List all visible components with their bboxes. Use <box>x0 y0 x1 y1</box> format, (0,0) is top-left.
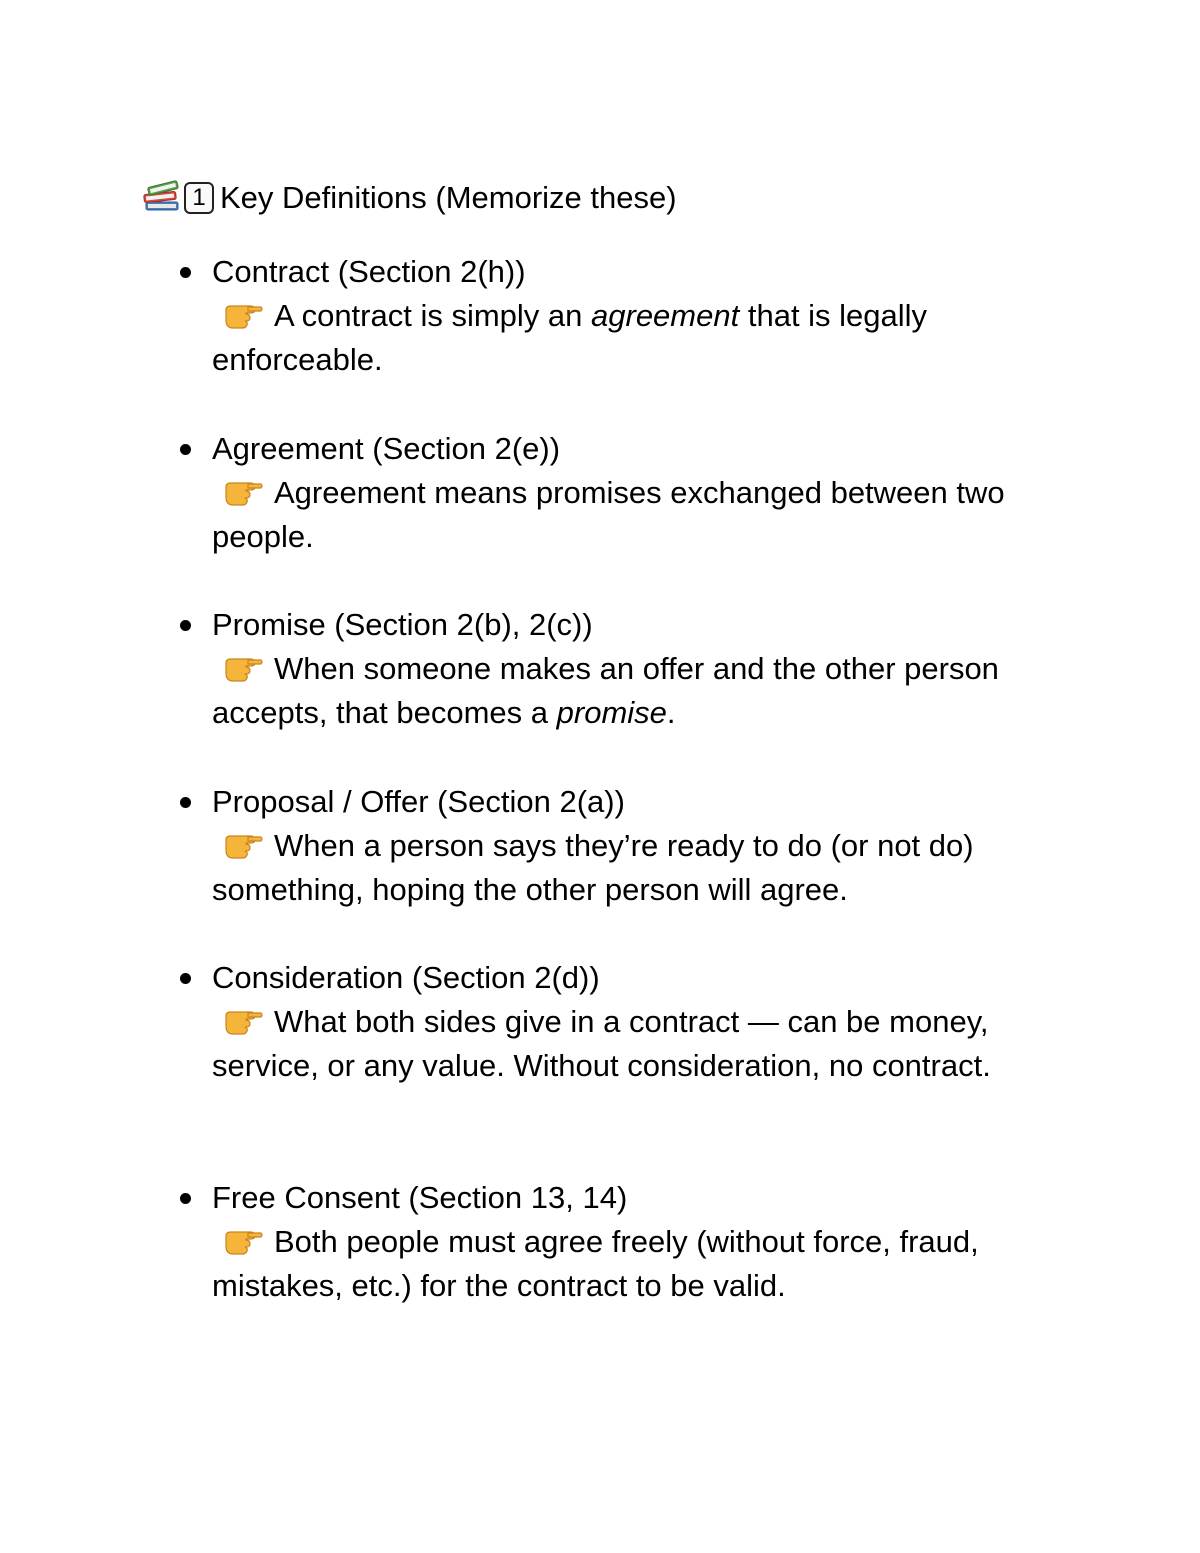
definition-text <box>212 824 1072 912</box>
definition-text <box>212 647 1072 735</box>
definition-text-main: A contract is simply an <box>274 298 592 333</box>
bullet-icon <box>180 973 191 984</box>
list-item <box>212 956 1072 1088</box>
list-item <box>212 1176 1072 1308</box>
bullet-icon <box>180 267 191 278</box>
pointing-hand-icon <box>224 828 264 858</box>
definition-text <box>212 1000 1072 1088</box>
pointing-hand-icon <box>224 651 264 681</box>
definition-text-main: Agreement means promises exchanged between two people. <box>212 475 1005 554</box>
bullet-icon <box>180 620 191 631</box>
definition-term: Promise (Section 2(b), 2(c)) <box>212 607 593 642</box>
definition-term: Consideration (Section 2(d)) <box>212 960 600 995</box>
list-item <box>212 427 1072 559</box>
definition-emphasis: promise <box>556 695 667 730</box>
section-heading <box>142 176 677 220</box>
definition-term: Agreement (Section 2(e)) <box>212 431 561 466</box>
definition-text <box>212 294 1072 382</box>
pointing-hand-icon <box>224 1004 264 1034</box>
definition-text <box>212 1220 1072 1308</box>
definition-text-end: that is legally enforceable. <box>212 298 928 377</box>
definition-text-main: What both sides give in a contract — can be money, service, or any value. Without consideration, no contract. <box>212 1004 991 1083</box>
definition-term: Proposal / Offer (Section 2(a)) <box>212 784 625 819</box>
definition-text-main: When someone makes an offer and the other person accepts, that becomes a <box>212 651 999 730</box>
bullet-icon <box>180 444 191 455</box>
definition-text-main: Both people must agree freely (without force, fraud, mistakes, etc.) for the contract to be valid. <box>212 1224 979 1303</box>
books-icon <box>142 180 182 216</box>
list-item <box>212 603 1072 735</box>
definition-text-main: When a person says they’re ready to do (or not do) something, hoping the other person will agree. <box>212 828 974 907</box>
pointing-hand-icon <box>224 475 264 505</box>
list-item <box>212 250 1072 382</box>
page-title: Key Definitions (Memorize these) <box>220 180 677 215</box>
keycap-number-icon: 1 <box>184 182 214 214</box>
pointing-hand-icon <box>224 298 264 328</box>
definition-term: Free Consent (Section 13, 14) <box>212 1180 628 1215</box>
bullet-icon <box>180 797 191 808</box>
definition-emphasis: agreement <box>591 298 740 333</box>
definition-term: Contract (Section 2(h)) <box>212 254 526 289</box>
bullet-icon <box>180 1193 191 1204</box>
definition-text-end: . <box>666 695 676 730</box>
list-item <box>212 780 1072 912</box>
definition-text <box>212 471 1072 559</box>
pointing-hand-icon <box>224 1224 264 1254</box>
